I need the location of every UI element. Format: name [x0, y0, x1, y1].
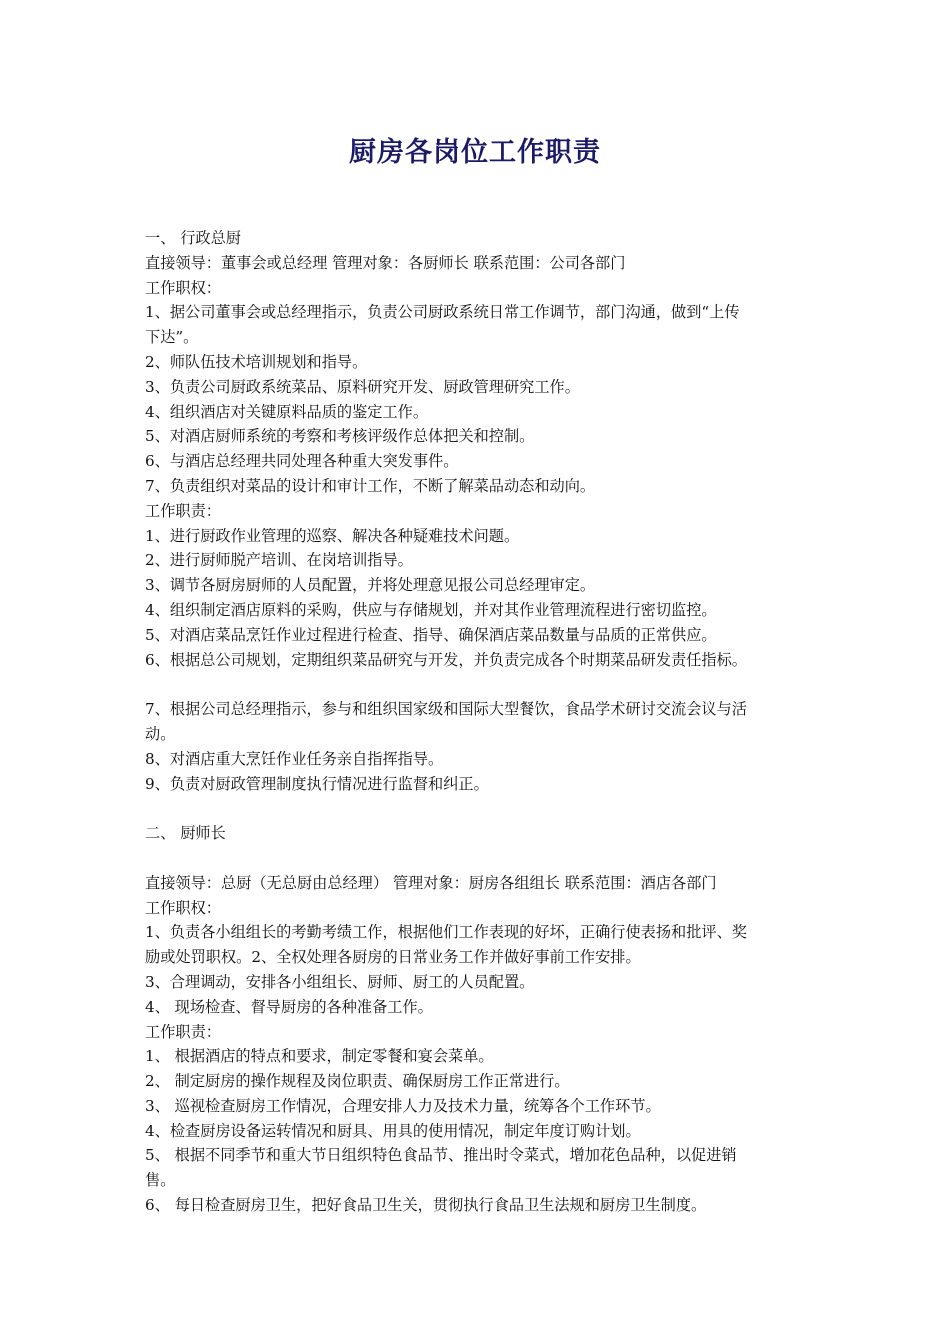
subheading: 工作职权：: [145, 278, 221, 297]
list-item: 7、负责组织对菜品的设计和审计工作，不断了解菜品动态和动向。: [145, 476, 596, 495]
reporting-line: 直接领导：总厨（无总厨由总经理） 管理对象：厨房各组组长 联系范围：酒店各部门: [145, 873, 717, 892]
section-heading: 一、 行政总厨: [145, 229, 241, 247]
list-item: 5、对酒店菜品烹饪作业过程进行检查、指导、确保酒店菜品数量与品质的正常供应。: [145, 625, 717, 644]
list-item: 4、组织酒店对关键原料品质的鉴定工作。: [145, 402, 429, 421]
subheading: 工作职责：: [145, 1022, 221, 1041]
list-item: 1、负责各小组组长的考勤考绩工作，根据他们工作表现的好坏，正确行使表扬和批评、奖: [145, 923, 747, 942]
list-item: 7、根据公司总经理指示，参与和组织国家级和国际大型餐饮，食品学术研讨交流会议与活: [145, 700, 747, 719]
list-item: 3、合理调动，安排各小组组长、厨师、厨工的人员配置。: [145, 972, 535, 991]
list-item: 1、进行厨政作业管理的巡察、解决各种疑难技术问题。: [145, 526, 520, 545]
subheading: 工作职权：: [145, 898, 221, 917]
list-item: 5、 根据不同季节和重大节日组织特色食品节、推出时令菜式，增加花色品种，以促进销: [145, 1146, 737, 1165]
list-item-continuation: 动。: [145, 724, 176, 743]
document-title: 厨房各岗位工作职责: [349, 137, 601, 168]
list-item: 3、调节各厨房厨师的人员配置，并将处理意见报公司总经理审定。: [145, 576, 596, 595]
list-item-continuation: 励或处罚职权。2、全权处理各厨房的日常业务工作并做好事前工作安排。: [145, 948, 641, 967]
list-item-continuation: 下达”。: [145, 328, 199, 347]
list-item-continuation: 售。: [145, 1171, 176, 1190]
list-item: 2、 制定厨房的操作规程及岗位职责、确保厨房工作正常进行。: [145, 1072, 570, 1091]
subheading: 工作职责：: [145, 501, 221, 520]
list-item: 3、负责公司厨政系统菜品、原料研究开发、厨政管理研究工作。: [145, 377, 580, 396]
list-item: 3、 巡视检查厨房工作情况，合理安排人力及技术力量，统筹各个工作环节。: [145, 1096, 661, 1115]
document-body: [145, 226, 805, 1218]
list-item: 6、 每日检查厨房卫生，把好食品卫生关，贯彻执行食品卫生法规和厨房卫生制度。: [145, 1196, 707, 1215]
list-item: 8、对酒店重大烹饪作业任务亲自指挥指导。: [145, 749, 444, 768]
list-item: 9、负责对厨政管理制度执行情况进行监督和纠正。: [145, 774, 489, 793]
list-item: 6、根据总公司规划，定期组织菜品研究与开发，并负责完成各个时期菜品研发责任指标。: [145, 650, 747, 669]
blank-line: [145, 672, 805, 697]
list-item: 4、组织制定酒店原料的采购，供应与存储规划，并对其作业管理流程进行密切监控。: [145, 600, 717, 619]
blank-line: [145, 796, 805, 821]
list-item: 1、据公司董事会或总经理指示，负责公司厨政系统日常工作调节，部门沟通，做到“上传: [145, 303, 740, 322]
list-item: 2、进行厨师脱产培训、在岗培训指导。: [145, 551, 413, 570]
list-item: 6、与酒店总经理共同处理各种重大突发事件。: [145, 452, 459, 471]
reporting-line: 直接领导：董事会或总经理 管理对象：各厨师长 联系范围：公司各部门: [145, 253, 626, 272]
list-item: 2、师队伍技术培训规划和指导。: [145, 352, 368, 371]
list-item: 4、检查厨房设备运转情况和厨具、用具的使用情况，制定年度订购计划。: [145, 1121, 641, 1140]
list-item: 5、对酒店厨师系统的考察和考核评级作总体把关和控制。: [145, 427, 535, 446]
list-item: 4、 现场检查、督导厨房的各种准备工作。: [145, 997, 433, 1016]
section-heading: 二、 厨师长: [145, 824, 226, 843]
list-item: 1、 根据酒店的特点和要求，制定零餐和宴会菜单。: [145, 1047, 494, 1066]
blank-line: [145, 846, 805, 871]
